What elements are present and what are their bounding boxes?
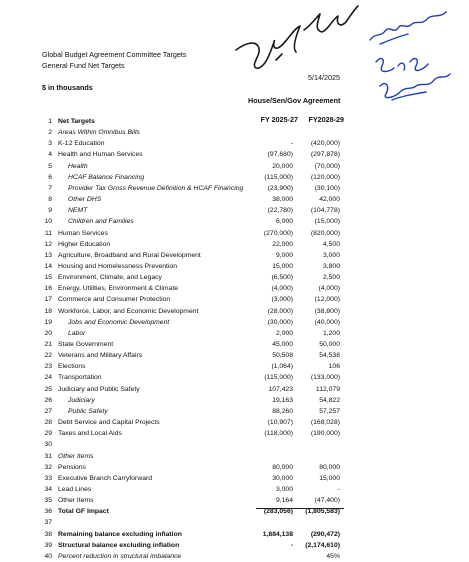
value-fy2028-29: (1,805,583) <box>305 508 340 516</box>
row-number: 13 <box>44 251 52 259</box>
value-fy2028-29: (15,000) <box>314 218 340 226</box>
table-row <box>0 451 469 462</box>
table-row <box>0 183 469 194</box>
row-number: 25 <box>44 385 52 393</box>
row-label: Elections <box>58 363 86 371</box>
value-fy2028-29: (40,000) <box>314 318 340 326</box>
row-number: 2 <box>48 129 52 137</box>
row-number: 6 <box>48 173 52 181</box>
value-fy2028-29: 3,000 <box>322 251 340 259</box>
value-fy2028-29: 3,800 <box>322 262 340 270</box>
value-fy2025-27: (1,064) <box>271 363 293 371</box>
row-label: Debt Service and Capital Projects <box>58 419 160 427</box>
row-label: K-12 Education <box>58 140 105 148</box>
value-fy2028-29: (2,174,610) <box>305 541 340 549</box>
table-row <box>0 261 469 272</box>
units-label: $ in thousands <box>42 83 93 92</box>
row-number: 28 <box>44 419 52 427</box>
row-label: Areas Within Omnibus Bills <box>58 129 140 137</box>
row-number: 5 <box>48 162 52 170</box>
row-number: 32 <box>44 463 52 471</box>
row-number: 29 <box>44 430 52 438</box>
table-row <box>0 216 469 227</box>
value-fy2028-29: 45% <box>326 552 340 560</box>
table-row <box>0 517 469 528</box>
row-number: 7 <box>48 184 52 192</box>
value-fy2025-27: 80,000 <box>272 463 293 471</box>
value-fy2025-27: 9,000 <box>275 251 293 259</box>
value-fy2028-29: (168,028) <box>310 419 340 427</box>
row-number: 12 <box>44 240 52 248</box>
signature-dark <box>236 6 358 68</box>
value-fy2025-27: 107,423 <box>268 385 293 393</box>
table-row <box>0 317 469 328</box>
value-fy2025-27: (23,900) <box>267 184 293 192</box>
table-row <box>0 194 469 205</box>
value-fy2025-27: (115,000) <box>264 374 293 382</box>
table-row <box>0 172 469 183</box>
row-number: 17 <box>44 296 52 304</box>
row-number: 40 <box>44 552 52 560</box>
row-label: Human Services <box>58 229 108 237</box>
value-fy2028-29: 1,200 <box>322 329 340 337</box>
table-row <box>0 250 469 261</box>
row-number: 14 <box>44 262 52 270</box>
table-row <box>0 239 469 250</box>
table-row <box>0 428 469 439</box>
value-fy2025-27: 1,884,138 <box>262 530 293 538</box>
table-row <box>0 540 469 551</box>
row-label: Other DHS <box>68 196 102 204</box>
value-fy2025-27: (118,000) <box>264 430 293 438</box>
table-row <box>0 283 469 294</box>
value-fy2028-29: (133,000) <box>310 374 340 382</box>
row-label: Pensions <box>58 463 86 471</box>
value-fy2028-29: (12,000) <box>314 296 340 304</box>
column-header-fy2025-27: FY 2025-27 <box>260 115 298 124</box>
row-label: Environment, Climate, and Legacy <box>58 274 162 282</box>
value-fy2028-29: (190,000) <box>310 430 340 438</box>
value-fy2028-29: (4,000) <box>318 285 340 293</box>
row-label: Energy, Utilities, Environment & Climate <box>58 285 178 293</box>
value-fy2025-27: 45,000 <box>272 341 293 348</box>
value-fy2028-29: (297,878) <box>310 151 340 159</box>
row-label: State Government <box>58 341 114 348</box>
row-label: Housing and Homelessness Prevention <box>58 262 178 270</box>
value-fy2025-27: 20,000 <box>272 162 293 170</box>
row-label: Net Targets <box>58 118 95 125</box>
signatures <box>230 0 469 120</box>
row-label: Children and Families <box>68 218 134 226</box>
table-row <box>0 138 469 149</box>
value-fy2025-27: 22,000 <box>272 240 293 248</box>
row-label: Veterans and Military Affairs <box>58 352 143 360</box>
table-row <box>0 361 469 372</box>
table-row <box>0 350 469 361</box>
value-fy2028-29: 106 <box>328 363 340 371</box>
table-row <box>0 473 469 484</box>
table-row <box>0 161 469 172</box>
row-number: 27 <box>44 407 52 415</box>
row-number: 20 <box>44 329 52 337</box>
row-label: Agriculture, Broadband and Rural Development <box>58 251 201 259</box>
value-fy2025-27: (97,680) <box>267 151 293 159</box>
row-label: Judiciary <box>68 396 95 404</box>
table-row <box>0 205 469 216</box>
row-number: 9 <box>48 207 52 215</box>
column-header-fy2028-29: FY2028-29 <box>308 115 344 124</box>
table-row <box>0 439 469 450</box>
value-fy2028-29: 57,257 <box>319 407 340 415</box>
row-label: Executive Branch Carryforward <box>58 474 153 482</box>
value-fy2028-29: (120,000) <box>310 173 340 181</box>
table-row <box>0 406 469 417</box>
table-row <box>0 127 469 138</box>
row-label: Health <box>68 162 88 170</box>
row-number: 24 <box>44 374 52 382</box>
table-row <box>0 484 469 495</box>
table-row <box>0 529 469 540</box>
row-number: 3 <box>48 140 52 148</box>
value-fy2025-27: (6,500) <box>271 274 293 282</box>
row-number: 35 <box>44 497 52 505</box>
row-label: Workforce, Labor, and Economic Development <box>58 307 199 315</box>
row-number: 23 <box>44 363 52 371</box>
row-number: 1 <box>48 118 52 125</box>
row-label: Other Items <box>58 452 94 460</box>
row-number: 38 <box>44 530 52 538</box>
row-label: Percent reduction in structural imbalance <box>58 552 182 560</box>
value-fy2025-27: 6,000 <box>275 218 293 226</box>
value-fy2028-29: 4,500 <box>322 240 340 248</box>
value-fy2028-29: (70,000) <box>314 162 340 170</box>
row-number: 19 <box>44 318 52 326</box>
value-fy2025-27: (283,056) <box>263 508 293 516</box>
row-label: Judiciary and Public Safety <box>58 385 140 393</box>
value-fy2025-27: 88,260 <box>272 407 293 415</box>
value-fy2028-29: (47,400) <box>314 497 340 505</box>
row-number: 21 <box>44 341 52 348</box>
value-fy2028-29: (104,778) <box>310 207 340 215</box>
value-fy2025-27: 19,163 <box>272 396 293 404</box>
row-number: 15 <box>44 274 52 282</box>
row-number: 30 <box>44 441 52 449</box>
row-label: Structural balance excluding inflation <box>58 541 180 549</box>
value-fy2028-29: - <box>337 485 340 493</box>
table-row <box>0 339 469 350</box>
row-label: NEMT <box>68 207 88 215</box>
row-label: Transportation <box>58 374 102 382</box>
signature-blue-1 <box>370 12 446 44</box>
row-number: 22 <box>44 352 52 360</box>
value-fy2028-29: 2,500 <box>322 274 340 282</box>
row-number: 31 <box>44 452 52 460</box>
row-label: Public Safety <box>68 407 108 415</box>
value-fy2025-27: - <box>290 140 293 148</box>
document-title: Global Budget Agreement Committee Targets <box>42 50 187 59</box>
value-fy2025-27: (3,000) <box>271 296 293 304</box>
value-fy2025-27: 2,000 <box>275 329 293 337</box>
table-row <box>0 294 469 305</box>
row-number: 37 <box>44 519 52 527</box>
table-row <box>0 506 469 517</box>
value-fy2025-27: - <box>290 541 293 549</box>
document-date: 5/14/2025 <box>308 73 340 82</box>
value-fy2025-27: 3,000 <box>275 485 293 493</box>
value-fy2025-27: 30,000 <box>272 474 293 482</box>
row-number: 33 <box>44 474 52 482</box>
value-fy2025-27: (115,000) <box>264 173 293 181</box>
row-number: 18 <box>44 307 52 315</box>
value-fy2028-29: 42,000 <box>319 196 340 204</box>
table-row <box>0 116 469 127</box>
value-fy2028-29: 80,000 <box>319 463 340 471</box>
table-row <box>0 551 469 562</box>
value-fy2028-29: (30,100) <box>314 184 340 192</box>
value-fy2028-29: 54,822 <box>319 396 340 404</box>
agreement-header: House/Sen/Gov Agreement <box>248 96 341 105</box>
table-row <box>0 306 469 317</box>
row-label: Jobs and Economic Development <box>68 318 170 326</box>
row-number: 36 <box>44 508 52 516</box>
row-label: Total GF Impact <box>58 508 109 516</box>
value-fy2028-29: 50,000 <box>319 341 340 348</box>
row-label: HCAF Balance Financing <box>68 173 145 181</box>
signature-blue-2 <box>376 59 450 100</box>
row-label: Higher Education <box>58 240 111 248</box>
table-row <box>0 228 469 239</box>
value-fy2025-27: 15,000 <box>272 262 293 270</box>
value-fy2025-27: 50,508 <box>272 352 293 360</box>
table-row <box>0 272 469 283</box>
table-row <box>0 384 469 395</box>
table-row <box>0 462 469 473</box>
total-rule <box>256 508 344 509</box>
value-fy2028-29: (420,000) <box>310 140 340 148</box>
row-number: 26 <box>44 396 52 404</box>
row-number: 8 <box>48 196 52 204</box>
value-fy2028-29: 15,000 <box>319 474 340 482</box>
value-fy2025-27: (22,780) <box>267 207 293 215</box>
table-row <box>0 395 469 406</box>
value-fy2025-27: 38,000 <box>272 196 293 204</box>
row-label: Labor <box>68 329 86 337</box>
value-fy2028-29: 54,538 <box>319 352 340 360</box>
table-row <box>0 149 469 160</box>
value-fy2028-29: (820,000) <box>310 229 340 237</box>
table-row <box>0 495 469 506</box>
row-label: Other Items <box>58 497 94 505</box>
row-number: 11 <box>44 229 52 237</box>
value-fy2025-27: (30,000) <box>267 318 293 326</box>
row-number: 39 <box>44 541 52 549</box>
row-label: Lead Lines <box>58 485 92 493</box>
table-row <box>0 328 469 339</box>
value-fy2025-27: (10,907) <box>267 419 293 427</box>
table-row <box>0 372 469 383</box>
row-number: 34 <box>44 485 52 493</box>
value-fy2028-29: (38,800) <box>314 307 340 315</box>
table-row <box>0 417 469 428</box>
value-fy2028-29: (290,472) <box>310 530 340 538</box>
row-label: Commerce and Consumer Protection <box>58 296 171 304</box>
value-fy2028-29: 112,079 <box>315 385 340 393</box>
row-label: Health and Human Services <box>58 151 143 159</box>
row-number: 16 <box>44 285 52 293</box>
row-label: Provider Tax Gross Revenue Definition & HCAF Financing <box>68 184 244 192</box>
value-fy2025-27: (270,000) <box>263 229 293 237</box>
value-fy2025-27: 9,164 <box>275 497 293 505</box>
value-fy2025-27: (4,000) <box>271 285 293 293</box>
document-subtitle: General Fund Net Targets <box>42 61 125 70</box>
row-label: Taxes and Local Aids <box>58 430 122 438</box>
row-number: 10 <box>44 218 52 226</box>
row-number: 4 <box>48 151 52 159</box>
row-label: Remaining balance excluding inflation <box>58 530 182 538</box>
value-fy2025-27: (28,000) <box>267 307 293 315</box>
